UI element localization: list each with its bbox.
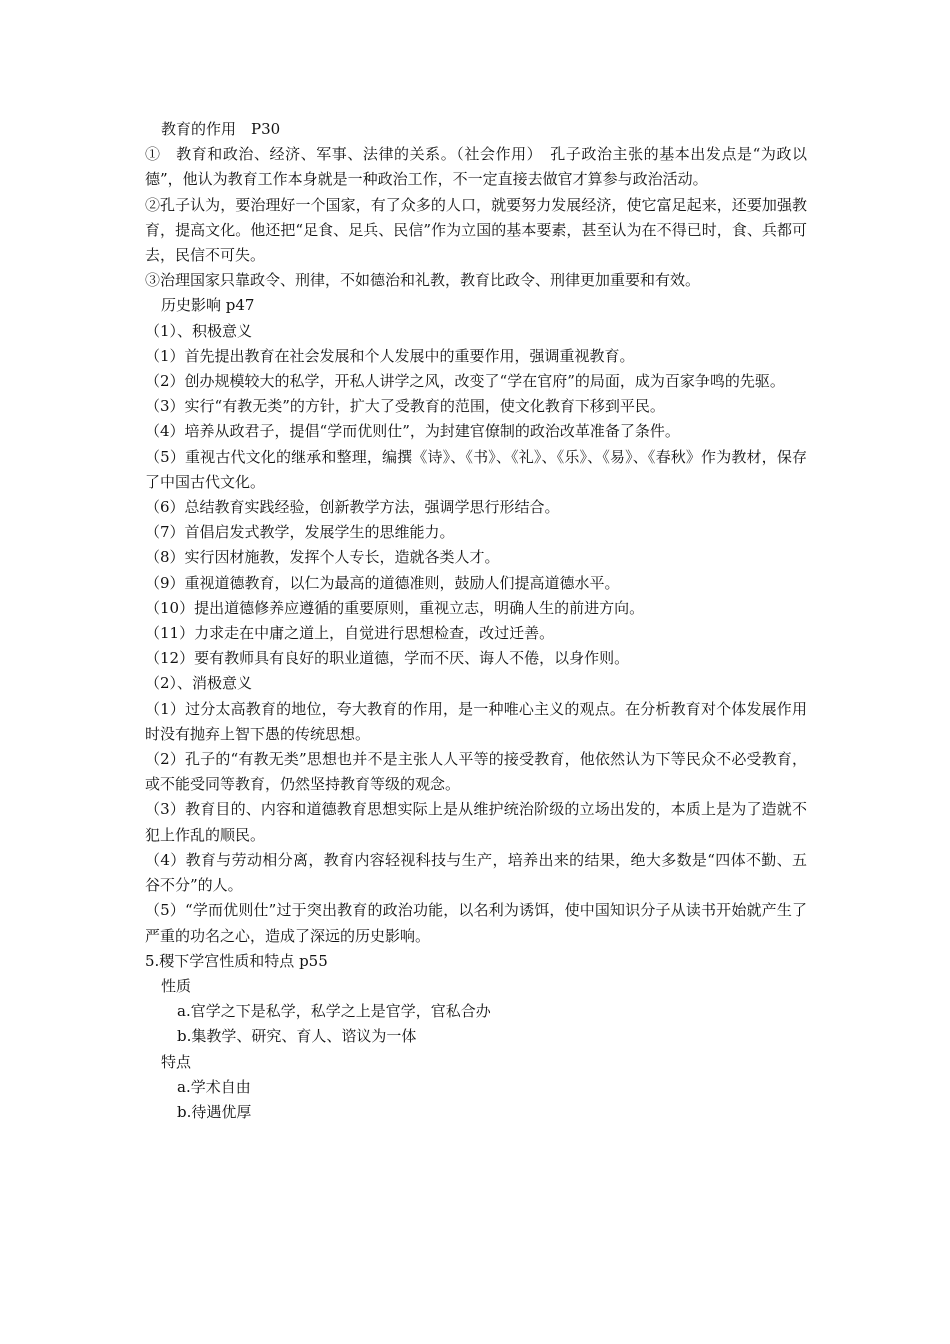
text-line: a.官学之下是私学，私学之上是官学，官私合办 — [177, 1002, 491, 1021]
document-body — [145, 117, 807, 1125]
text-line: （5）重视古代文化的继承和整理，编撰《诗》、《书》、《礼》、《乐》、《易》、《春秋》作为教材，保存了中国古代文化。 — [145, 447, 807, 491]
text-line: （2）创办规模较大的私学，开私人讲学之风，改变了“学在官府”的局面，成为百家争鸣的先驱。 — [145, 372, 785, 391]
text-line: （12）要有教师具有良好的职业道德，学而不厌、诲人不倦，以身作则。 — [145, 649, 630, 668]
text-line: （1）过分太高教育的地位，夸大教育的作用，是一种唯心主义的观点。在分析教育对个体发展作用时没有抛弃上智下愚的传统思想。 — [145, 699, 807, 743]
text-line: （1）首先提出教育在社会发展和个人发展中的重要作用，强调重视教育。 — [145, 346, 635, 365]
text-line: （2）孔子的“有教无类”思想也并不是主张人人平等的接受教育，他依然认为下等民众不必受教育，或不能受同等教育，仍然坚持教育等级的观念。 — [145, 750, 807, 794]
text-line: （9）重视道德教育，以仁为最高的道德准则，鼓励人们提高道德水平。 — [145, 573, 620, 592]
text-line: 历史影响 p47 — [161, 296, 255, 315]
text-line: （2）、消极意义 — [145, 674, 253, 693]
text-line: （4）教育与劳动相分离，教育内容轻视科技与生产，培养出来的结果，绝大多数是“四体不勤、五谷不分”的人。 — [145, 850, 807, 895]
text-line: 教育的作用 P30 — [161, 120, 281, 138]
text-line: 特点 — [161, 1052, 192, 1071]
text-line: （5）“学而优则仕”过于突出教育的政治功能，以名利为诱饵，使中国知识分子从读书开始就产生了严重的功名之心，造成了深远的历史影响。 — [145, 901, 807, 945]
text-line: b.待遇优厚 — [177, 1102, 252, 1121]
text-line: （7）首倡启发式教学，发展学生的思维能力。 — [145, 523, 455, 542]
text-line: a.学术自由 — [177, 1077, 251, 1096]
text-line: b.集教学、研究、育人、谘议为一体 — [177, 1027, 417, 1046]
text-line: （11）力求走在中庸之道上，自觉进行思想检查，改过迁善。 — [145, 624, 555, 643]
text-line: 5.稷下学宫性质和特点 p55 — [145, 951, 328, 970]
text-line: （8）实行因材施教，发挥个人专长，造就各类人才。 — [145, 548, 500, 567]
text-line: （10）提出道德修养应遵循的重要原则，重视立志，明确人生的前进方向。 — [145, 598, 645, 617]
text-line: （3）实行“有教无类”的方针，扩大了受教育的范围，使文化教育下移到平民。 — [145, 397, 665, 416]
text-line: ① 教育和政治、经济、军事、法律的关系。（社会作用） 孔子政治主张的基本出发点是“为政以德”，他认为教育工作本身就是一种政治工作，不一定直接去做官才算参与政治活动。 — [145, 145, 807, 189]
text-line: （6）总结教育实践经验，创新教学方法，强调学思行形结合。 — [145, 498, 560, 517]
text-line: ②孔子认为，要治理好一个国家，有了众多的人口，就要努力发展经济，使它富足起来，还要加强教育，提高文化。他还把“足食、足兵、民信”作为立国的基本要素，甚至认为在不得已时，食、兵都可去，民信不可失。 — [145, 195, 807, 265]
text-line: （4）培养从政君子，提倡“学而优则仕”，为封建官僚制的政治改革准备了条件。 — [145, 422, 680, 441]
text-line: （3）教育目的、内容和道德教育思想实际上是从维护统治阶级的立场出发的，本质上是为了造就不犯上作乱的顺民。 — [145, 800, 807, 844]
text-line: 性质 — [161, 976, 192, 995]
text-line: ③治理国家只靠政令、刑律，不如德治和礼教，教育比政令、刑律更加重要和有效。 — [145, 271, 701, 290]
text-line: （1）、积极意义 — [145, 321, 253, 340]
